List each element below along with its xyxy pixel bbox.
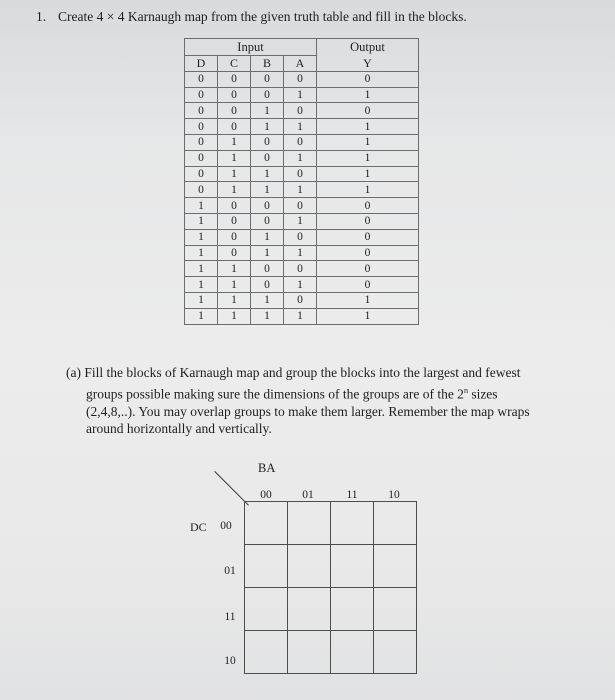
cell-b: 1 [251,103,284,119]
kmap-cell[interactable] [288,502,331,545]
truth-table-row [185,103,419,119]
truth-table-row [185,308,419,324]
cell-c: 1 [218,166,251,182]
cell-b: 0 [251,277,284,293]
cell-c: 1 [218,261,251,277]
cell-d: 0 [185,166,218,182]
cell-y: 0 [317,198,419,214]
cell-a: 1 [284,87,317,103]
kmap-cell[interactable] [331,588,374,631]
kmap-cell[interactable] [245,545,288,588]
cell-y: 0 [317,245,419,261]
cell-y: 1 [317,308,419,324]
cell-b: 0 [251,213,284,229]
cell-a: 0 [284,198,317,214]
cell-d: 1 [185,213,218,229]
cell-y: 0 [317,213,419,229]
exponent-n: n [463,385,468,395]
cell-d: 0 [185,71,218,87]
cell-a: 0 [284,134,317,150]
kmap-cell[interactable] [374,545,417,588]
cell-a: 0 [284,103,317,119]
cell-a: 1 [284,277,317,293]
input-header: Input [185,39,317,56]
part-a-label: (a) [66,365,81,380]
cell-c: 0 [218,103,251,119]
kmap-cell[interactable] [288,631,331,674]
cell-y: 0 [317,261,419,277]
truth-table-row [185,71,419,87]
cell-c: 0 [218,198,251,214]
cell-c: 1 [218,308,251,324]
cell-d: 1 [185,198,218,214]
cell-c: 1 [218,277,251,293]
cell-c: 1 [218,182,251,198]
cell-b: 1 [251,245,284,261]
kmap-row-label-01: 01 [224,565,236,577]
truth-table [184,38,419,325]
part-a-instructions [66,364,566,438]
cell-y: 1 [317,119,419,135]
col-header-a: A [284,56,317,72]
truth-table-row [185,87,419,103]
cell-a: 0 [284,166,317,182]
part-a-line-2 [66,382,566,403]
part-a-line-1: Fill the blocks of Karnaugh map and group the blocks into the largest and fewest [84,365,521,380]
cell-c: 0 [218,245,251,261]
truth-table-row [185,245,419,261]
truth-table-row [185,229,419,245]
cell-a: 0 [284,71,317,87]
cell-y: 0 [317,229,419,245]
cell-b: 1 [251,119,284,135]
kmap-cell[interactable] [374,588,417,631]
cell-d: 0 [185,150,218,166]
kmap-cell[interactable] [331,545,374,588]
cell-c: 0 [218,119,251,135]
kmap-cell[interactable] [288,545,331,588]
cell-b: 0 [251,261,284,277]
truth-table-row [185,198,419,214]
cell-b: 0 [251,198,284,214]
kmap-row-variable: DC [190,520,207,534]
question-text: Create 4 × 4 Karnaugh map from the given truth table and fill in the blocks. [58,9,467,24]
cell-a: 1 [284,150,317,166]
cell-y: 1 [317,134,419,150]
cell-b: 0 [251,87,284,103]
cell-d: 0 [185,134,218,150]
cell-d: 1 [185,292,218,308]
part-a-line-4: around horizontally and vertically. [86,421,272,436]
cell-c: 1 [218,292,251,308]
truth-table-row [185,134,419,150]
cell-a: 1 [284,119,317,135]
kmap-row [245,545,417,588]
cell-d: 1 [185,261,218,277]
cell-b: 1 [251,292,284,308]
cell-c: 1 [218,150,251,166]
kmap-cell[interactable] [374,502,417,545]
cell-b: 1 [251,229,284,245]
cell-d: 0 [185,87,218,103]
cell-a: 0 [284,292,317,308]
cell-a: 0 [284,261,317,277]
truth-table-row [185,150,419,166]
kmap-cell[interactable] [288,588,331,631]
truth-table-row [185,292,419,308]
kmap-row-label-11: 11 [224,611,236,623]
cell-a: 1 [284,245,317,261]
truth-table-row [185,261,419,277]
part-a-line-2a: groups possible making sure the dimensions of the groups are of the 2 [86,386,464,401]
kmap-cell[interactable] [245,502,288,545]
cell-b: 0 [251,150,284,166]
col-header-d: D [185,56,218,72]
truth-table-row [185,182,419,198]
question-number: 1. [36,9,47,24]
kmap-cell[interactable] [331,631,374,674]
kmap-row [245,502,417,545]
output-header: Output [317,39,419,56]
truth-table-row [185,166,419,182]
cell-y: 1 [317,166,419,182]
cell-y: 0 [317,71,419,87]
cell-d: 0 [185,103,218,119]
cell-d: 1 [185,245,218,261]
col-header-c: C [218,56,251,72]
kmap-grid [244,501,417,674]
cell-d: 0 [185,182,218,198]
cell-d: 1 [185,308,218,324]
kmap-row [245,588,417,631]
cell-c: 1 [218,134,251,150]
cell-y: 1 [317,182,419,198]
col-header-y: Y [317,56,419,72]
cell-y: 1 [317,150,419,166]
kmap-row-label-10: 10 [224,655,236,667]
cell-y: 1 [317,292,419,308]
kmap-row-label-00: 00 [220,520,232,532]
kmap-row [245,631,417,674]
cell-y: 0 [317,277,419,293]
cell-b: 1 [251,182,284,198]
cell-a: 1 [284,213,317,229]
cell-c: 0 [218,229,251,245]
part-a-line-3: (2,4,8,..). You may overlap groups to make them larger. Remember the map wraps [86,403,530,419]
cell-b: 0 [251,71,284,87]
cell-b: 1 [251,308,284,324]
part-a-line-2b: sizes [467,386,498,401]
cell-c: 0 [218,71,251,87]
question-title [36,9,467,25]
cell-d: 1 [185,229,218,245]
cell-c: 0 [218,213,251,229]
cell-b: 0 [251,134,284,150]
cell-d: 0 [185,119,218,135]
cell-y: 1 [317,87,419,103]
truth-table-row [185,277,419,293]
kmap-col-label-10: 10 [388,489,400,501]
truth-table-body [185,71,419,324]
kmap-cell[interactable] [331,502,374,545]
cell-d: 1 [185,277,218,293]
kmap-col-label-00: 00 [260,489,272,501]
kmap-col-label-01: 01 [302,489,314,501]
cell-a: 0 [284,229,317,245]
kmap-column-variable: BA [258,461,276,475]
cell-b: 1 [251,166,284,182]
kmap-cell[interactable] [245,588,288,631]
col-header-b: B [251,56,284,72]
cell-y: 0 [317,103,419,119]
cell-a: 1 [284,308,317,324]
cell-c: 0 [218,87,251,103]
truth-table-row [185,119,419,135]
cell-a: 1 [284,182,317,198]
kmap-cell[interactable] [245,631,288,674]
kmap-col-label-11: 11 [346,489,358,501]
truth-table-row [185,213,419,229]
kmap-cell[interactable] [374,631,417,674]
